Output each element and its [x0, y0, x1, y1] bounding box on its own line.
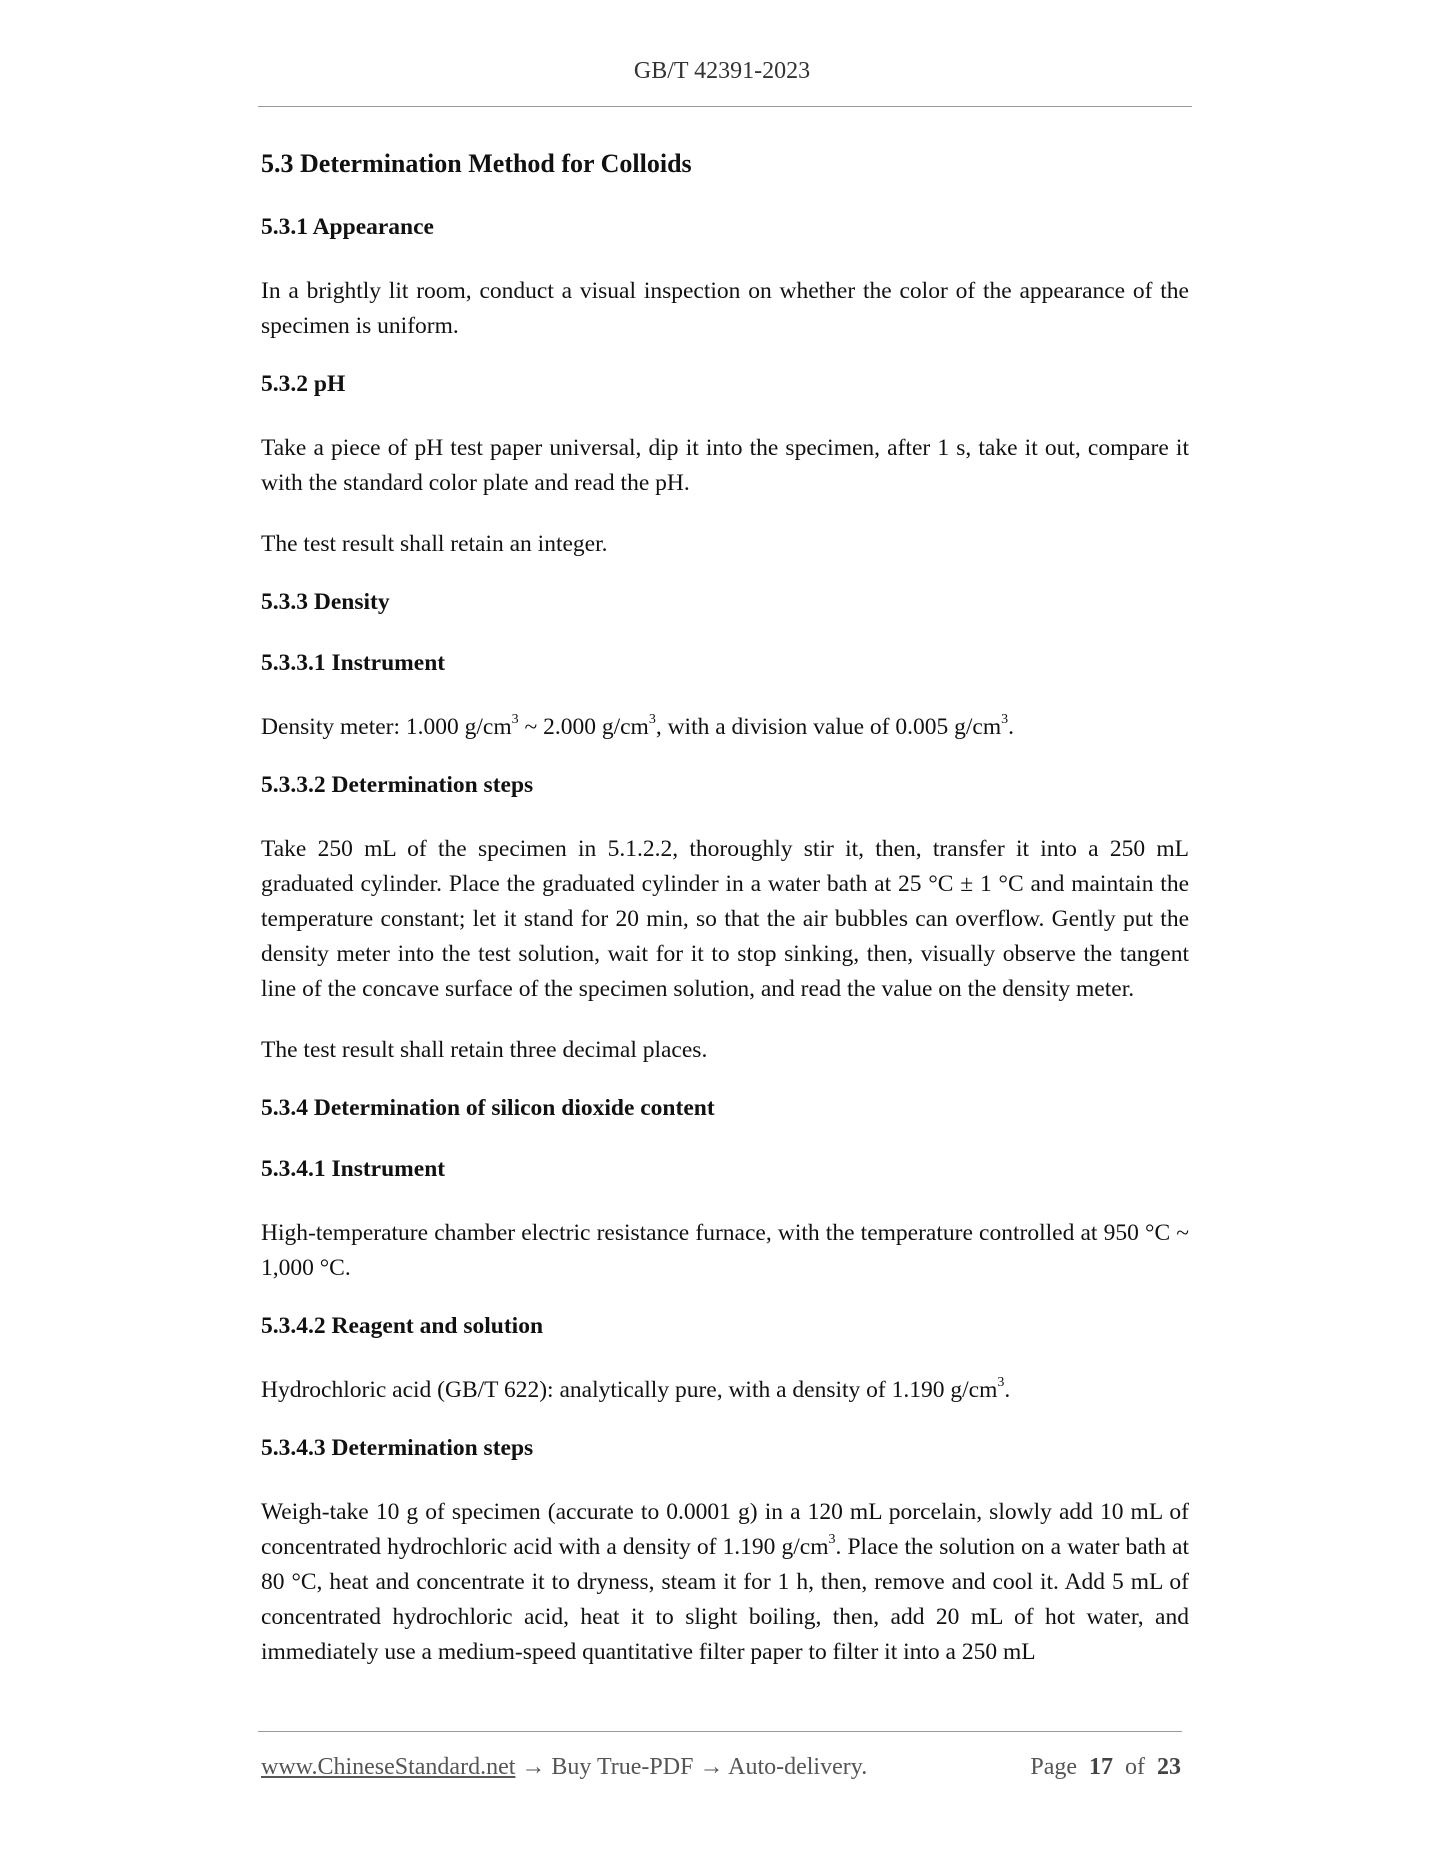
section-title: 5.3 Determination Method for Colloids — [261, 149, 692, 178]
paragraph-ph-result: The test result shall retain an integer. — [261, 531, 608, 557]
paragraph-reagent: Hydrochloric acid (GB/T 622): analytically pure, with a density of 1.190 $g/cm^3$. — [261, 1375, 1011, 1403]
heading-5-3-3-1: 5.3.3.1 Instrument — [261, 650, 446, 676]
paragraph-density-instrument: Density meter: 1.000 $g/cm^3$ ~ 2.000 $g/cm^3$, with a division value of 0.005 $g/cm^3$. — [261, 712, 1014, 740]
site-link[interactable]: www.ChineseStandard.net — [261, 1754, 516, 1780]
heading-5-3-3: 5.3.3 Density — [261, 589, 390, 615]
promo-text: → Buy True-PDF → Auto-delivery. — [515, 1754, 868, 1780]
heading-5-3-4: 5.3.4 Determination of silicon dioxide content — [261, 1095, 715, 1121]
heading-5-3-4-1: 5.3.4.1 Instrument — [261, 1156, 446, 1182]
paragraph-density-result: The test result shall retain three decimal places. — [261, 1037, 708, 1063]
heading-5-3-1: 5.3.1 Appearance — [261, 214, 434, 240]
document-body — [261, 147, 1189, 1696]
heading-5-3-2: 5.3.2 pH — [261, 371, 346, 397]
total-pages: 23 — [1157, 1754, 1181, 1780]
heading-5-3-4-2: 5.3.4.2 Reagent and solution — [261, 1313, 544, 1339]
paragraph-ph-method: Take a piece of pH test paper universal, dip it into the specimen, after 1 s, take it out, compare it with the standard color plate and read the pH. — [261, 435, 1189, 496]
paragraph-silica-steps: Weigh-take 10 g of specimen (accurate to 0.0001 g) in a 120 mL porcelain, slowly add 10 mL of concentrated hydrochloric acid with a density of 1.190 $g/cm^3$. Place the solution on a water bath at 80 °C, heat and concentrate it to dryness, steam it for 1 h, then, remove and cool it. Add 5 mL of concentrated hydrochloric acid, heat it to slight boiling, then, add 20 mL of hot water, and immediately use a medium-speed quantitative filter paper to filter it into a 250 mL — [261, 1499, 1189, 1665]
page-header: GB/T 42391-2023 — [633, 58, 811, 84]
page-footer — [261, 1754, 1181, 1781]
current-page: 17 — [1089, 1754, 1113, 1780]
header-divider — [258, 106, 1192, 107]
paragraph-appearance: In a brightly lit room, conduct a visual inspection on whether the color of the appearance of the specimen is uniform. — [261, 278, 1189, 339]
footer-divider — [258, 1731, 1182, 1732]
paragraph-furnace-instrument: High-temperature chamber electric resistance furnace, with the temperature controlled at 950 °C ~ 1,000 °C. — [261, 1220, 1189, 1281]
heading-5-3-4-3: 5.3.4.3 Determination steps — [261, 1435, 534, 1461]
page-indicator: Page 17 of 23 — [1030, 1754, 1181, 1780]
heading-5-3-3-2: 5.3.3.2 Determination steps — [261, 772, 534, 798]
paragraph-density-steps: Take 250 mL of the specimen in 5.1.2.2, thoroughly stir it, then, transfer it into a 250 mL graduated cylinder. Place the graduated cylinder in a water bath at 25 °C ± 1 °C and maintain the temperature constant; let it stand for 20 min, so that the air bubbles can overflow. Gently put the density meter into the test solution, wait for it to stop sinking, then, visually observe the tangent line of the concave surface of the specimen solution, and read the value on the density meter. — [261, 836, 1189, 1002]
